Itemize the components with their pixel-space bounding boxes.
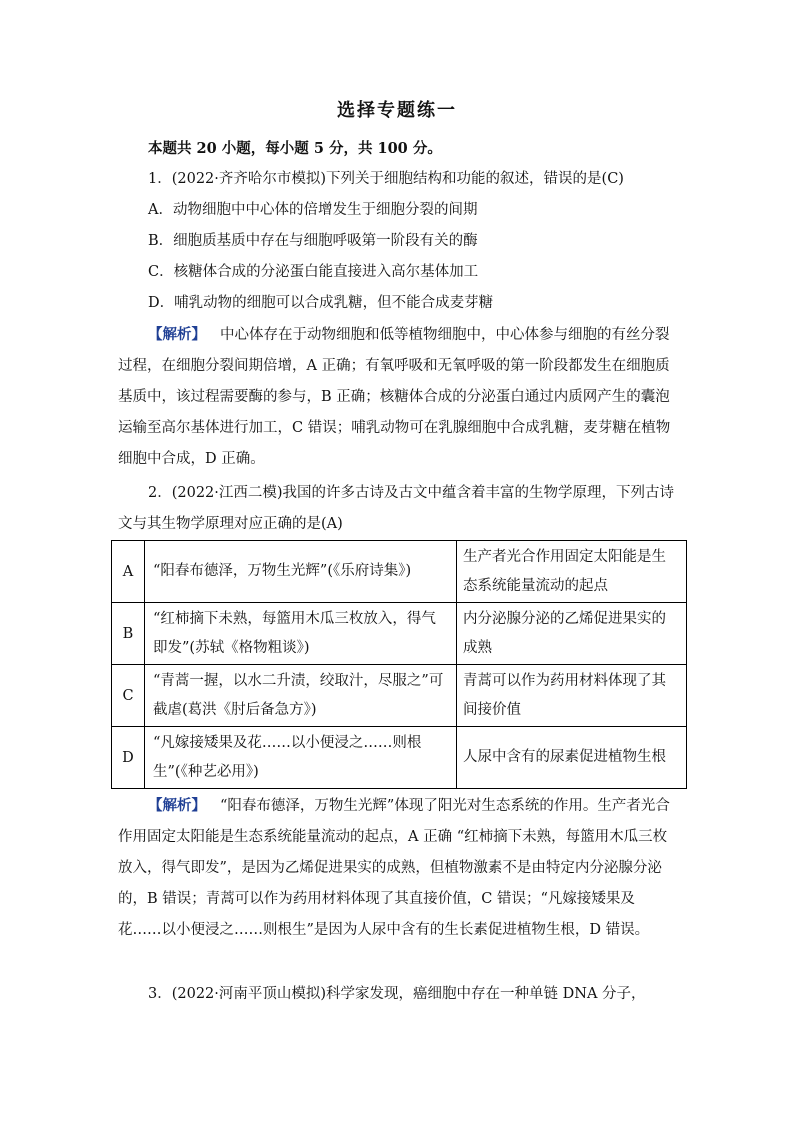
row-principle: 青蒿可以作为药用材料体现了其间接价值 bbox=[457, 665, 687, 727]
table-row bbox=[112, 727, 687, 789]
row-poem: “凡嫁接矮果及花……以小便浸之……则根生”(《种艺必用》) bbox=[145, 727, 457, 789]
q1-option-c: C．核糖体合成的分泌蛋白能直接进入高尔基体加工 bbox=[148, 264, 479, 280]
q1-stem: 1．(2022·齐齐哈尔市模拟)下列关于细胞结构和功能的叙述，错误的是(C) bbox=[148, 171, 624, 187]
q1-analysis bbox=[118, 319, 678, 475]
row-label: B bbox=[112, 603, 145, 665]
row-principle: 人尿中含有的尿素促进植物生根 bbox=[457, 727, 687, 789]
q2-analysis-tag: 【解析】 bbox=[148, 797, 206, 814]
table-row bbox=[112, 603, 687, 665]
table-row bbox=[112, 541, 687, 603]
q1-option-a: A．动物细胞中中心体的倍增发生于细胞分裂的间期 bbox=[148, 202, 478, 218]
q1-option-b: B．细胞质基质中存在与细胞呼吸第一阶段有关的酶 bbox=[148, 233, 478, 249]
q2-table bbox=[111, 540, 687, 789]
row-poem: “阳春布德泽，万物生光辉”(《乐府诗集》) bbox=[145, 541, 457, 603]
q1-analysis-tag: 【解析】 bbox=[148, 326, 206, 343]
row-label: A bbox=[112, 541, 145, 603]
row-label: C bbox=[112, 665, 145, 727]
q3-stem: 3．(2022·河南平顶山模拟)科学家发现，癌细胞中存在一种单链 DNA 分子， bbox=[148, 986, 646, 1002]
table-row bbox=[112, 665, 687, 727]
row-label: D bbox=[112, 727, 145, 789]
q2-analysis-text: “阳春布德泽，万物生光辉”体现了阳光对生态系统的作用。生产者光合作用固定太阳能是生态系统能量流动的起点，A 正确 “红柿摘下未熟，每篮用木瓜三枚放入，得气即发”，是因为乙烯促进果实的成熟，但植物激素不是由特定内分泌腺分泌的，B 错误；青蒿可以作为药用材料体现了其直接价值，C 错误；“凡嫁接矮果及花……以小便浸之……则根生”是因为人尿中含有的生长素促进植物生根，D 错误。 bbox=[118, 798, 670, 938]
page-title: 选择专题练一 bbox=[337, 100, 457, 121]
row-poem: “红柿摘下未熟，每篮用木瓜三枚放入，得气即发”(苏轼《格物粗谈》) bbox=[145, 603, 457, 665]
row-poem: “青蒿一握，以水二升渍，绞取汁，尽服之”可截虐(葛洪《肘后备急方》) bbox=[145, 665, 457, 727]
q2-stem: 2．(2022·江西二模)我国的许多古诗及古文中蕴含着丰富的生物学原理，下列古诗文与其生物学原理对应正确的是(A) bbox=[118, 485, 675, 532]
q1-option-d: D．哺乳动物的细胞可以合成乳糖，但不能合成麦芽糖 bbox=[148, 295, 494, 311]
row-principle: 生产者光合作用固定太阳能是生态系统能量流动的起点 bbox=[457, 541, 687, 603]
q2-analysis bbox=[118, 790, 678, 946]
intro-text: 本题共 20 小题，每小题 5 分，共 100 分。 bbox=[148, 140, 442, 157]
row-principle: 内分泌腺分泌的乙烯促进果实的成熟 bbox=[457, 603, 687, 665]
q1-analysis-text: 中心体存在于动物细胞和低等植物细胞中，中心体参与细胞的有丝分裂过程，在细胞分裂间期倍增，A 正确；有氧呼吸和无氧呼吸的第一阶段都发生在细胞质基质中，该过程需要酶的参与，B 正确；核糖体合成的分泌蛋白通过内质网产生的囊泡运输至高尔基体进行加工，C 错误；哺乳动物可在乳腺细胞中合成乳糖，麦芽糖在植物细胞中合成，D 正确。 bbox=[118, 327, 671, 467]
